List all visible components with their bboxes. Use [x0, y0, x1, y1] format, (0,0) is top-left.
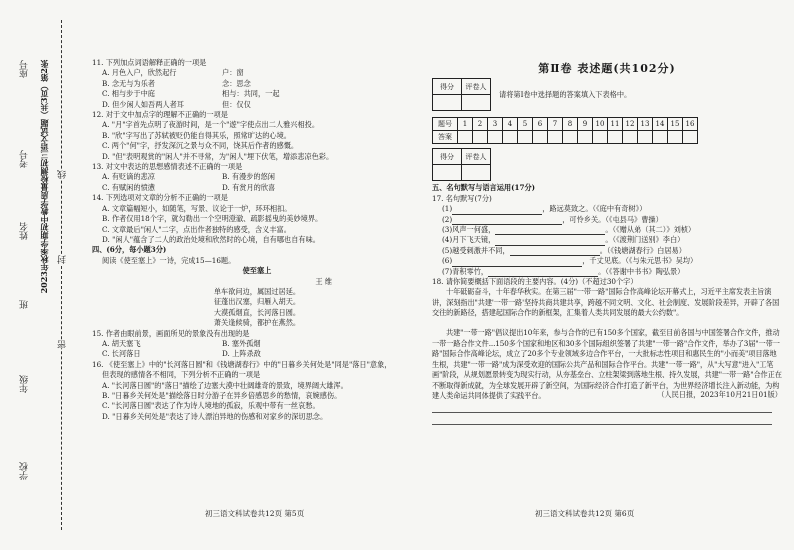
blank[interactable] [488, 268, 598, 277]
section-4-title: 四、(6分，每小题3分) [92, 245, 167, 255]
poem-line: 萧关逢候骑，都护在燕然。 [213, 318, 301, 328]
answer-table-qnum: 16 [683, 118, 698, 131]
right-page [432, 64, 782, 425]
score-row-2 [432, 148, 782, 181]
answer-cell[interactable] [503, 131, 518, 144]
answer-table-qnum: 4 [503, 118, 518, 131]
q12-option-b: B. "欣"字写出了苏轼被贬仍能自得其乐，照常旷达的心境。 [102, 130, 291, 140]
poem-line: 征蓬出汉塞，归雁入胡天。 [213, 297, 301, 307]
q13-options-cd: C. 有赋闲的愤懑 D. 有赏月的欣喜 [102, 182, 276, 192]
answer-line[interactable] [432, 401, 772, 413]
blank[interactable] [495, 226, 605, 235]
answer-cell[interactable] [668, 131, 683, 144]
answer-table-qnum: 8 [563, 118, 578, 131]
school-label: 学校 [20, 462, 30, 480]
q17-item-5: (5)越受刺激并不同， 。（《钱塘湖春行》白居易） [442, 245, 686, 255]
q11-option-c: C. 相与步于中庭 相与：共同，一起 [102, 89, 280, 99]
seal-feng: 封 [58, 255, 68, 264]
q14-option-d: D. "闲人"蕴含了二人的政治处境和欣然时的心境，自有哪也自有味。 [102, 234, 320, 244]
poem [92, 266, 422, 328]
q12-stem: 12. 对于文中加点字的理解不正确的一项是 [92, 110, 228, 120]
grader-label: 评卷人 [462, 79, 491, 95]
score-label: 得分 [433, 149, 462, 165]
score-cell[interactable] [433, 95, 462, 111]
answer-table-qnum: 9 [578, 118, 593, 131]
q12-option-c: C. 两个"何"字，抒发深沉之景与众不同，饶其后作者的感慨。 [102, 141, 299, 151]
section-5-title: 五、名句默写与语言运用(17分) [432, 183, 536, 193]
part-2-title: 第Ⅱ卷 表述题(共102分) [538, 62, 676, 75]
answer-cell[interactable] [623, 131, 638, 144]
left-footer: 初三语文科试卷共12页 第5页 [205, 509, 305, 518]
answer-line[interactable] [432, 413, 772, 425]
q11-option-a: A. 月色入户，欣然起行 户：窗 [102, 68, 244, 78]
q11-option-d: D. 但少闲人如吾两人者耳 但：仅仅 [102, 99, 251, 109]
binding-margin [0, 0, 82, 550]
answer-instruction: 请将第Ⅰ卷中选择题的答案填入下表格中。 [499, 89, 632, 99]
q18-source: （人民日报，2023年10月21日01版） [657, 390, 782, 400]
q16-option-d: D. "日暮乡关何处是"表达了诗人漂泊异地的伤感和对家乡的深切思念。 [102, 411, 328, 421]
q14-stem: 14. 下列选项对文章的分析不正确的一项是 [92, 193, 228, 203]
answer-cell[interactable] [683, 131, 698, 144]
seal-xian: 线 [58, 170, 68, 179]
answer-table-qnum: 5 [518, 118, 533, 131]
blank[interactable] [452, 206, 542, 215]
answer-table-answer-label: 答案 [433, 131, 458, 144]
answer-table-qnum: 2 [473, 118, 488, 131]
q11-option-b: B. 念无与为乐者 念：思念 [102, 78, 251, 88]
q15-stem: 15. 作者由眼前景，画面所见的景象没有出现的是 [92, 328, 250, 338]
q16-stem: 16. 《使至塞上》中的"长河落日圆"和《钱塘湖春行》中的"日暮乡关何处是"同是"落日"意象， [92, 359, 392, 369]
answer-table-qnum: 13 [638, 118, 653, 131]
q18-passage-2: 共建"一带一路"倡议提出10年来，参与合作的已有150多个国家，截至目前各国与中国签署合作文件，推动一带一路合作文件...150多个国家和地区和30多个国际组织签署了共建"一带一路"合作文件，举办了3届"一带一路"国际合作高峰论坛，成立了20多个专业领域多边合作平台，一大批标志性项目和惠民生的"小而美"项目落地生根，共建"一带一路"成为深受欢迎的国际公共产品和国际合作平台。共建"一带一路"，从"大写意"进入"工笔画"阶段，从规划愿景转变为现实行动，从夯基垒台、立柱架梁到落地生根、持久发展，共建"一带一路"合作正在不断取得新成就，为全球发展开辟了新空间，为国际经济合作打造了新平台，为世界经济增长注入新动能，为构建人类命运共同体提供了实践平台。 [432, 328, 782, 400]
blank[interactable] [495, 237, 605, 246]
blank[interactable] [452, 216, 562, 225]
answer-cell[interactable] [488, 131, 503, 144]
q12-option-a: A. "月"字首先点明了夜游时间，是一个"遊"字使点出二人雅兴相投。 [102, 120, 320, 130]
q17-item-6: (6) ，千丈见底。（《与朱元思书》吴均） [442, 256, 698, 266]
answer-table-qnum: 11 [608, 118, 623, 131]
answer-table-qnum: 3 [488, 118, 503, 131]
q13-stem: 13. 对文中表达的思想感情表述不正确的一项是 [92, 162, 243, 172]
answer-cell[interactable] [518, 131, 533, 144]
q15-options-ab: A. 胡天塞飞 B. 塞外孤烟 [102, 338, 261, 348]
answer-table-qnum: 10 [593, 118, 608, 131]
answer-table-qnum-label: 题号 [433, 118, 458, 131]
answer-cell[interactable] [473, 131, 488, 144]
answer-cell[interactable] [593, 131, 608, 144]
blank[interactable] [510, 247, 600, 256]
score-box [432, 78, 491, 111]
q16-option-b: B. "日暮乡关何处是"描绘落日时分游子在异乡倍感思乡的愁情，哀婉感伤。 [102, 391, 342, 400]
score-box [432, 148, 491, 181]
q14-option-c: C. 文章最后"闲人"二字，点出作者独特的感受，含义丰富。 [102, 224, 291, 234]
grade-label: 年级 [20, 375, 30, 393]
answer-table [432, 117, 698, 144]
grader-label: 评卷人 [462, 149, 491, 165]
q17-item-3: (3)风声一何盛， 。（《赠从弟（其二）》刘桢） [442, 225, 696, 235]
seal-line [61, 20, 62, 530]
grader-cell[interactable] [462, 95, 491, 111]
answer-cell[interactable] [638, 131, 653, 144]
score-cell[interactable] [433, 165, 462, 181]
q16-option-c: C. "长河落日圆"表达了作为诗人境地的孤寂，乐观中带有一丝哀愁。 [102, 401, 320, 411]
right-footer: 初三语文科试卷共12页 第6页 [535, 509, 635, 518]
q17-item-4: (4)月下飞天镜， 。（《渡荆门送别》李白） [442, 235, 685, 245]
q15-options-cd: C. 长河落日 D. 上阵杀敌 [102, 349, 261, 359]
answer-cell[interactable] [608, 131, 623, 144]
answer-table-qnum: 7 [548, 118, 563, 131]
answer-table-qnum: 1 [458, 118, 473, 131]
q12-option-d: D. "但"表明观赏的"闲人"并不寻常，为"闲人"埋下伏笔，增添悲凉色彩。 [102, 151, 334, 161]
poem-author: 王 维 [315, 276, 332, 286]
seal-mi: 密 [58, 340, 68, 349]
q13-options-ab: A. 有贬谪的悲凉 B. 有漫步的悠闲 [102, 172, 275, 182]
answer-table-qnum: 14 [653, 118, 668, 131]
binding-header: 2023年秋季学期初中教学质量检测初三语文试题（共3页）第2张 [39, 60, 49, 294]
grader-cell[interactable] [462, 165, 491, 181]
q16-stem-cont: 但表现的感情各不相同，下列分析不正确的一项是 [102, 370, 261, 380]
exam-no-label: 考号 [20, 150, 30, 168]
poem-title: 使至塞上 [242, 266, 272, 276]
answer-cell[interactable] [458, 131, 473, 144]
q11-stem: 11. 下列加点词语解释正确的一项是 [92, 58, 207, 67]
q14-option-b: B. 作者仅用18个字，就勾勒出一个空明澄澈、疏影摇曳的美妙境界。 [102, 214, 323, 224]
answer-cell[interactable] [653, 131, 668, 144]
answer-table-qnum: 6 [533, 118, 548, 131]
q16-option-a: A. "长河落日圆"的"落日"描绘了边塞大漠中壮阔雄奇的景致，境界阔大雄浑。 [102, 380, 348, 390]
answer-table-qnum: 15 [668, 118, 683, 131]
name-label: 姓名 [20, 222, 30, 240]
class-label: 班 [20, 300, 30, 309]
left-page [92, 58, 422, 422]
q17-item-1: (1) ，路远莫致之。（《庭中有奇树》） [442, 204, 647, 214]
q14-option-a: A. 文章篇幅短小，如随笔，写景、议论于一炉，环环相扣。 [102, 203, 292, 213]
answer-table-qnum: 12 [623, 118, 638, 131]
answer-cell[interactable] [548, 131, 563, 144]
q17-item-7: (7)青积零竹， 。（《答谢中书书》陶弘景） [442, 266, 685, 276]
answer-cell[interactable] [578, 131, 593, 144]
score-row-1 [432, 78, 782, 111]
section-4-instruction: 阅读《使至塞上》一诗，完成15—16题。 [102, 255, 236, 265]
answer-cell[interactable] [563, 131, 578, 144]
q18-stem: 18. 请你简要概括下面语段的主要内容。(4分)（不超过30个字） [432, 277, 638, 287]
q17-stem: 17. 名句默写(7分) [432, 193, 492, 203]
score-label: 得分 [433, 79, 462, 95]
answer-cell[interactable] [533, 131, 548, 144]
q17-item-2: (2) ，可怜乡关。（《屯县马》曹操） [442, 214, 663, 224]
blank[interactable] [452, 258, 582, 267]
poem-line: 大漠孤烟直，长河落日圆。 [213, 307, 301, 317]
q18-passage-1: 十年砥砺奋斗，十年春华秋实。在第三届"一带一路"国际合作高峰论坛开幕式上，习近平主席发表主旨演讲，深刻指出"共建'一带一路'坚持共商共建共享，跨越不同文明、文化、社会制度、发展阶段差异，开辟了各国交往的新路径，搭建起国际合作的新框架，汇集着人类共同发展的最大公约数"。 [432, 287, 780, 318]
poem-line: 单车欲问边，属国过居延。 [213, 286, 301, 296]
seat-label: 座号 [20, 60, 30, 78]
